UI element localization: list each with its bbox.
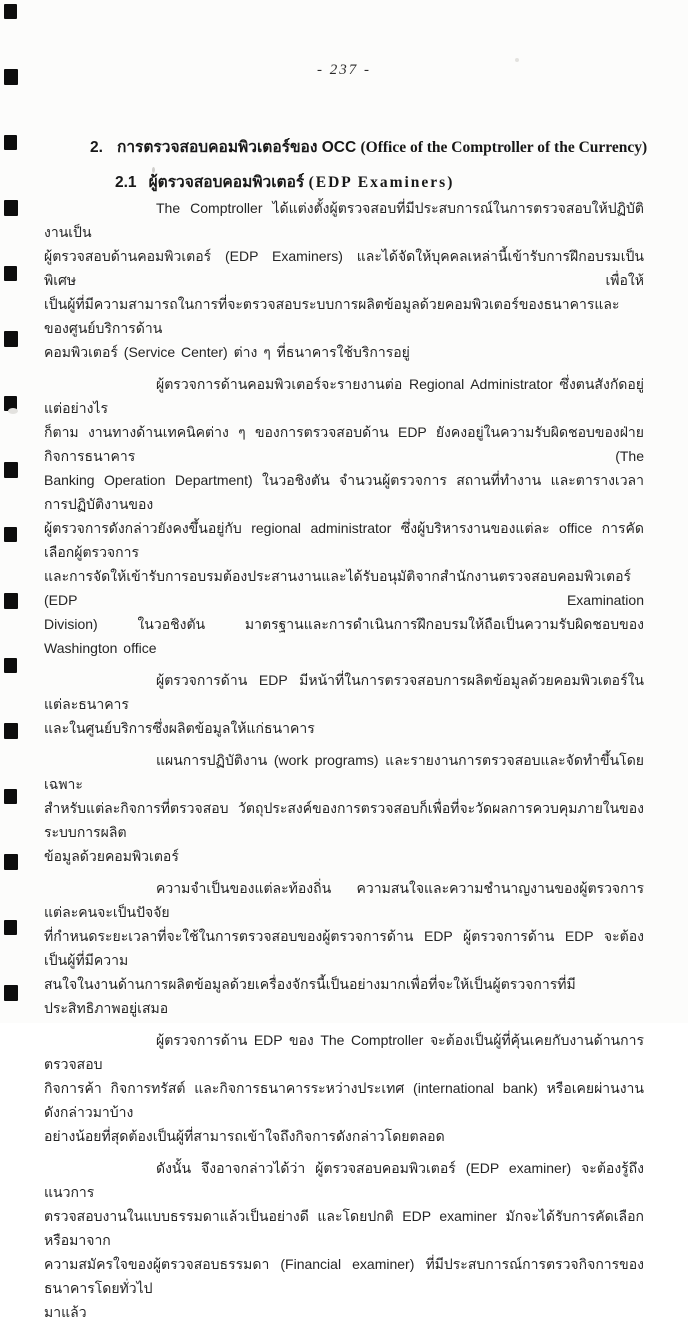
text-line: สนใจในงานด้านการผลิตข้อมูลด้วยเครื่องจักรนี้เป็นอย่างมากเพื่อที่จะให้เป็นผู้ตรวจการที่มีประสิทธิภาพอยู่เสมอ	[44, 976, 576, 1016]
text-line: มาแล้ว	[44, 1304, 87, 1320]
scan-mark	[4, 985, 18, 1001]
text-line: แผนการปฏิบัติงาน (work programs) และรายงานการตรวจสอบและจัดทำขึ้นโดยเฉพาะ	[44, 752, 644, 792]
scan-mark	[4, 723, 18, 739]
text-line: ผู้ตรวจการด้าน EDP ของ The Comptroller จะต้องเป็นผู้ที่คุ้นเคยกับงานด้านการตรวจสอบ	[44, 1032, 644, 1072]
paragraph	[44, 668, 644, 740]
text-line: สำหรับแต่ละกิจการที่ตรวจสอบ วัตถุประสงค์ของการตรวจสอบก็เพื่อที่จะวัดผลการควบคุมภายในของระบบการผลิต	[44, 800, 644, 840]
scan-smudge	[8, 408, 18, 414]
text-line: ที่กำหนดระยะเวลาที่จะใช้ในการตรวจสอบของผู้ตรวจการด้าน EDP ผู้ตรวจการด้าน EDP จะต้องเป็นผู้ที่มีความ	[44, 928, 644, 968]
subsection-number: 2.1	[115, 174, 137, 191]
paragraph	[44, 748, 644, 868]
document-body	[44, 196, 644, 1332]
page-number: - 237 -	[317, 62, 371, 78]
subsection-title-english: (EDP Examiners)	[308, 174, 455, 191]
text-line: เป็นผู้ที่มีความสามารถในการที่จะตรวจสอบระบบการผลิตข้อมูลด้วยคอมพิวเตอร์ของธนาคารและของศูนย์บริการด้าน	[44, 296, 620, 336]
text-line: ก็ตาม งานทางด้านเทคนิคต่าง ๆ ของการตรวจสอบด้าน EDP ยังคงอยู่ในความรับผิดชอบของฝ่ายกิจการธนาคาร (The	[44, 424, 644, 464]
text-line: ผู้ตรวจการด้าน EDP มีหน้าที่ในการตรวจสอบการผลิตข้อมูลด้วยคอมพิวเตอร์ในแต่ละธนาคาร	[44, 672, 644, 712]
scan-mark	[4, 920, 17, 935]
scan-mark	[4, 200, 18, 216]
text-line: ดังนั้น จึงอาจกล่าวได้ว่า ผู้ตรวจสอบคอมพิวเตอร์ (EDP examiner) จะต้องรู้ถึงแนวการ	[44, 1160, 644, 1200]
left-edge-scan-marks	[0, 0, 24, 1023]
text-line: ผู้ตรวจการด้านคอมพิวเตอร์จะรายงานต่อ Regional Administrator ซึ่งตนสังกัดอยู่ แต่อย่างไร	[44, 376, 644, 416]
text-line: ความจำเป็นของแต่ละท้องถิ่น ความสนใจและความชำนาญงานของผู้ตรวจการแต่ละคนจะเป็นปัจจัย	[44, 880, 644, 920]
paragraph	[44, 1156, 644, 1324]
text-line: ความสมัครใจของผู้ตรวจสอบธรรมดา (Financial examiner) ที่มีประสบการณ์การตรวจกิจการของธนาคารโดยทั่วไป	[44, 1256, 644, 1296]
section-title-thai: การตรวจสอบคอมพิวเตอร์ของ OCC	[116, 139, 357, 156]
text-line: ผู้ตรวจการดังกล่าวยังคงขึ้นอยู่กับ regional administrator ซึ่งผู้บริหารงานของแต่ละ office การคัดเลือกผู้ตรวจการ	[44, 520, 644, 560]
text-line: Division) ในวอชิงตัน มาตรฐานและการดำเนินการฝึกอบรมให้ถือเป็นความรับผิดชอบของ Washington office	[44, 616, 644, 656]
scan-mark	[4, 135, 17, 150]
scan-mark	[4, 462, 18, 478]
section-heading	[90, 134, 658, 159]
paragraph	[44, 372, 644, 660]
scan-mark	[4, 527, 17, 542]
text-line: อย่างน้อยที่สุดต้องเป็นผู้ที่สามารถเข้าใจถึงกิจการดังกล่าวโดยตลอด	[44, 1128, 445, 1144]
scan-mark	[4, 789, 17, 804]
section-number: 2.	[90, 139, 103, 156]
paragraph	[44, 876, 644, 1020]
text-line: คอมพิวเตอร์ (Service Center) ต่าง ๆ ที่ธนาคารใช้บริการอยู่	[44, 344, 410, 360]
scan-mark	[4, 4, 17, 19]
text-line: ข้อมูลด้วยคอมพิวเตอร์	[44, 848, 179, 864]
text-line: ตรวจสอบงานในแบบธรรมดาแล้วเป็นอย่างดี และโดยปกติ EDP examiner มักจะได้รับการคัดเลือกหรือมาจาก	[44, 1208, 644, 1248]
text-line: ผู้ตรวจสอบด้านคอมพิวเตอร์ (EDP Examiners) และได้จัดให้บุคคลเหล่านี้เข้ารับการฝึกอบรมเป็นพิเศษ เพื่อให้	[44, 248, 644, 288]
text-line: กิจการค้า กิจการทรัสต์ และกิจการธนาคารระหว่างประเทศ (international bank) หรือเคยผ่านงานดังกล่าวมาบ้าง	[44, 1080, 644, 1120]
subsection-title-thai: ผู้ตรวจสอบคอมพิวเตอร์	[148, 174, 305, 191]
text-line: Banking Operation Department) ในวอชิงตัน จำนวนผู้ตรวจการ สถานที่ทำงาน และตารางเวลาการปฏิบัติงานของ	[44, 472, 644, 512]
scan-mark	[4, 331, 18, 347]
text-line: และในศูนย์บริการซึ่งผลิตข้อมูลให้แก่ธนาคาร	[44, 720, 315, 736]
section-title-english: (Office of the Comptroller of the Currency)	[360, 139, 648, 156]
subsection-heading	[115, 169, 658, 194]
text-line: และการจัดให้เข้ารับการอบรมต้องประสานงานและได้รับอนุมัติจากสำนักงานตรวจสอบคอมพิวเตอร์ (EDP Examination	[44, 568, 644, 608]
text-line: The Comptroller ได้แต่งตั้งผู้ตรวจสอบที่มีประสบการณ์ในการตรวจสอบให้ปฏิบัติงานเป็น	[44, 200, 644, 240]
scan-mark	[4, 593, 18, 609]
paragraph	[44, 196, 644, 364]
paragraph	[44, 1028, 644, 1148]
scan-mark	[4, 854, 18, 870]
scan-mark	[4, 658, 17, 673]
scan-mark	[4, 266, 17, 281]
